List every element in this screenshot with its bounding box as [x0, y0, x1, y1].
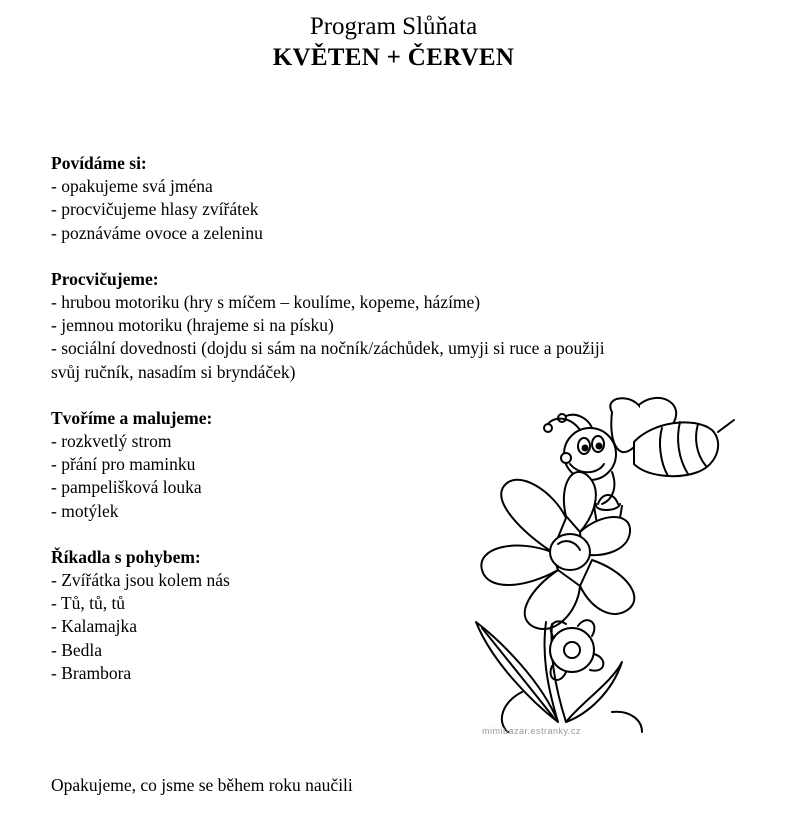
list-item: - poznáváme ovoce a zeleninu: [51, 222, 263, 243]
list-item: - procvičujeme hlasy zvířátek: [51, 199, 259, 220]
page-title: Program Slůňata: [309, 13, 478, 40]
list-item: - opakujeme svá jména: [51, 176, 213, 197]
section-heading: Procvičujeme:: [51, 268, 159, 289]
list-item: - přání pro maminku: [51, 454, 196, 475]
list-item: svůj ručník, nasadím si bryndáček): [51, 361, 296, 382]
section-heading: Říkadla s pohybem:: [51, 546, 201, 567]
section-heading: Tvoříme a malujeme:: [51, 407, 213, 428]
list-item: - Brambora: [51, 662, 132, 683]
page-header: [0, 12, 787, 74]
list-item: - hrubou motoriku (hry s míčem – koulíme, kopeme, házíme): [51, 292, 481, 313]
list-item: - Zvířátka jsou kolem nás: [51, 570, 230, 591]
section-procvicujeme: [51, 268, 711, 384]
list-item: - jemnou motoriku (hrajeme si na písku): [51, 315, 334, 336]
page-subtitle: KVĚTEN + ČERVEN: [272, 44, 515, 71]
list-item: - Tů, tů, tů: [51, 593, 126, 614]
bee-on-flower-coloring-icon: [462, 392, 742, 742]
list-item: - Bedla: [51, 639, 103, 660]
list-item: - Kalamajka: [51, 616, 137, 637]
list-item: - sociální dovednosti (dojdu si sám na nočník/záchůdek, umyji si ruce a použiji: [51, 338, 605, 359]
section-povidame-si: [51, 152, 711, 245]
list-item: - pampelišková louka: [51, 477, 202, 498]
list-item: - motýlek: [51, 500, 119, 521]
illustration-watermark: mimibazar.estranky.cz: [482, 726, 581, 736]
section-heading: Povídáme si:: [51, 153, 147, 173]
footer-note: Opakujeme, co jsme se během roku naučili: [51, 775, 353, 795]
list-item: - rozkvetlý strom: [51, 431, 172, 452]
